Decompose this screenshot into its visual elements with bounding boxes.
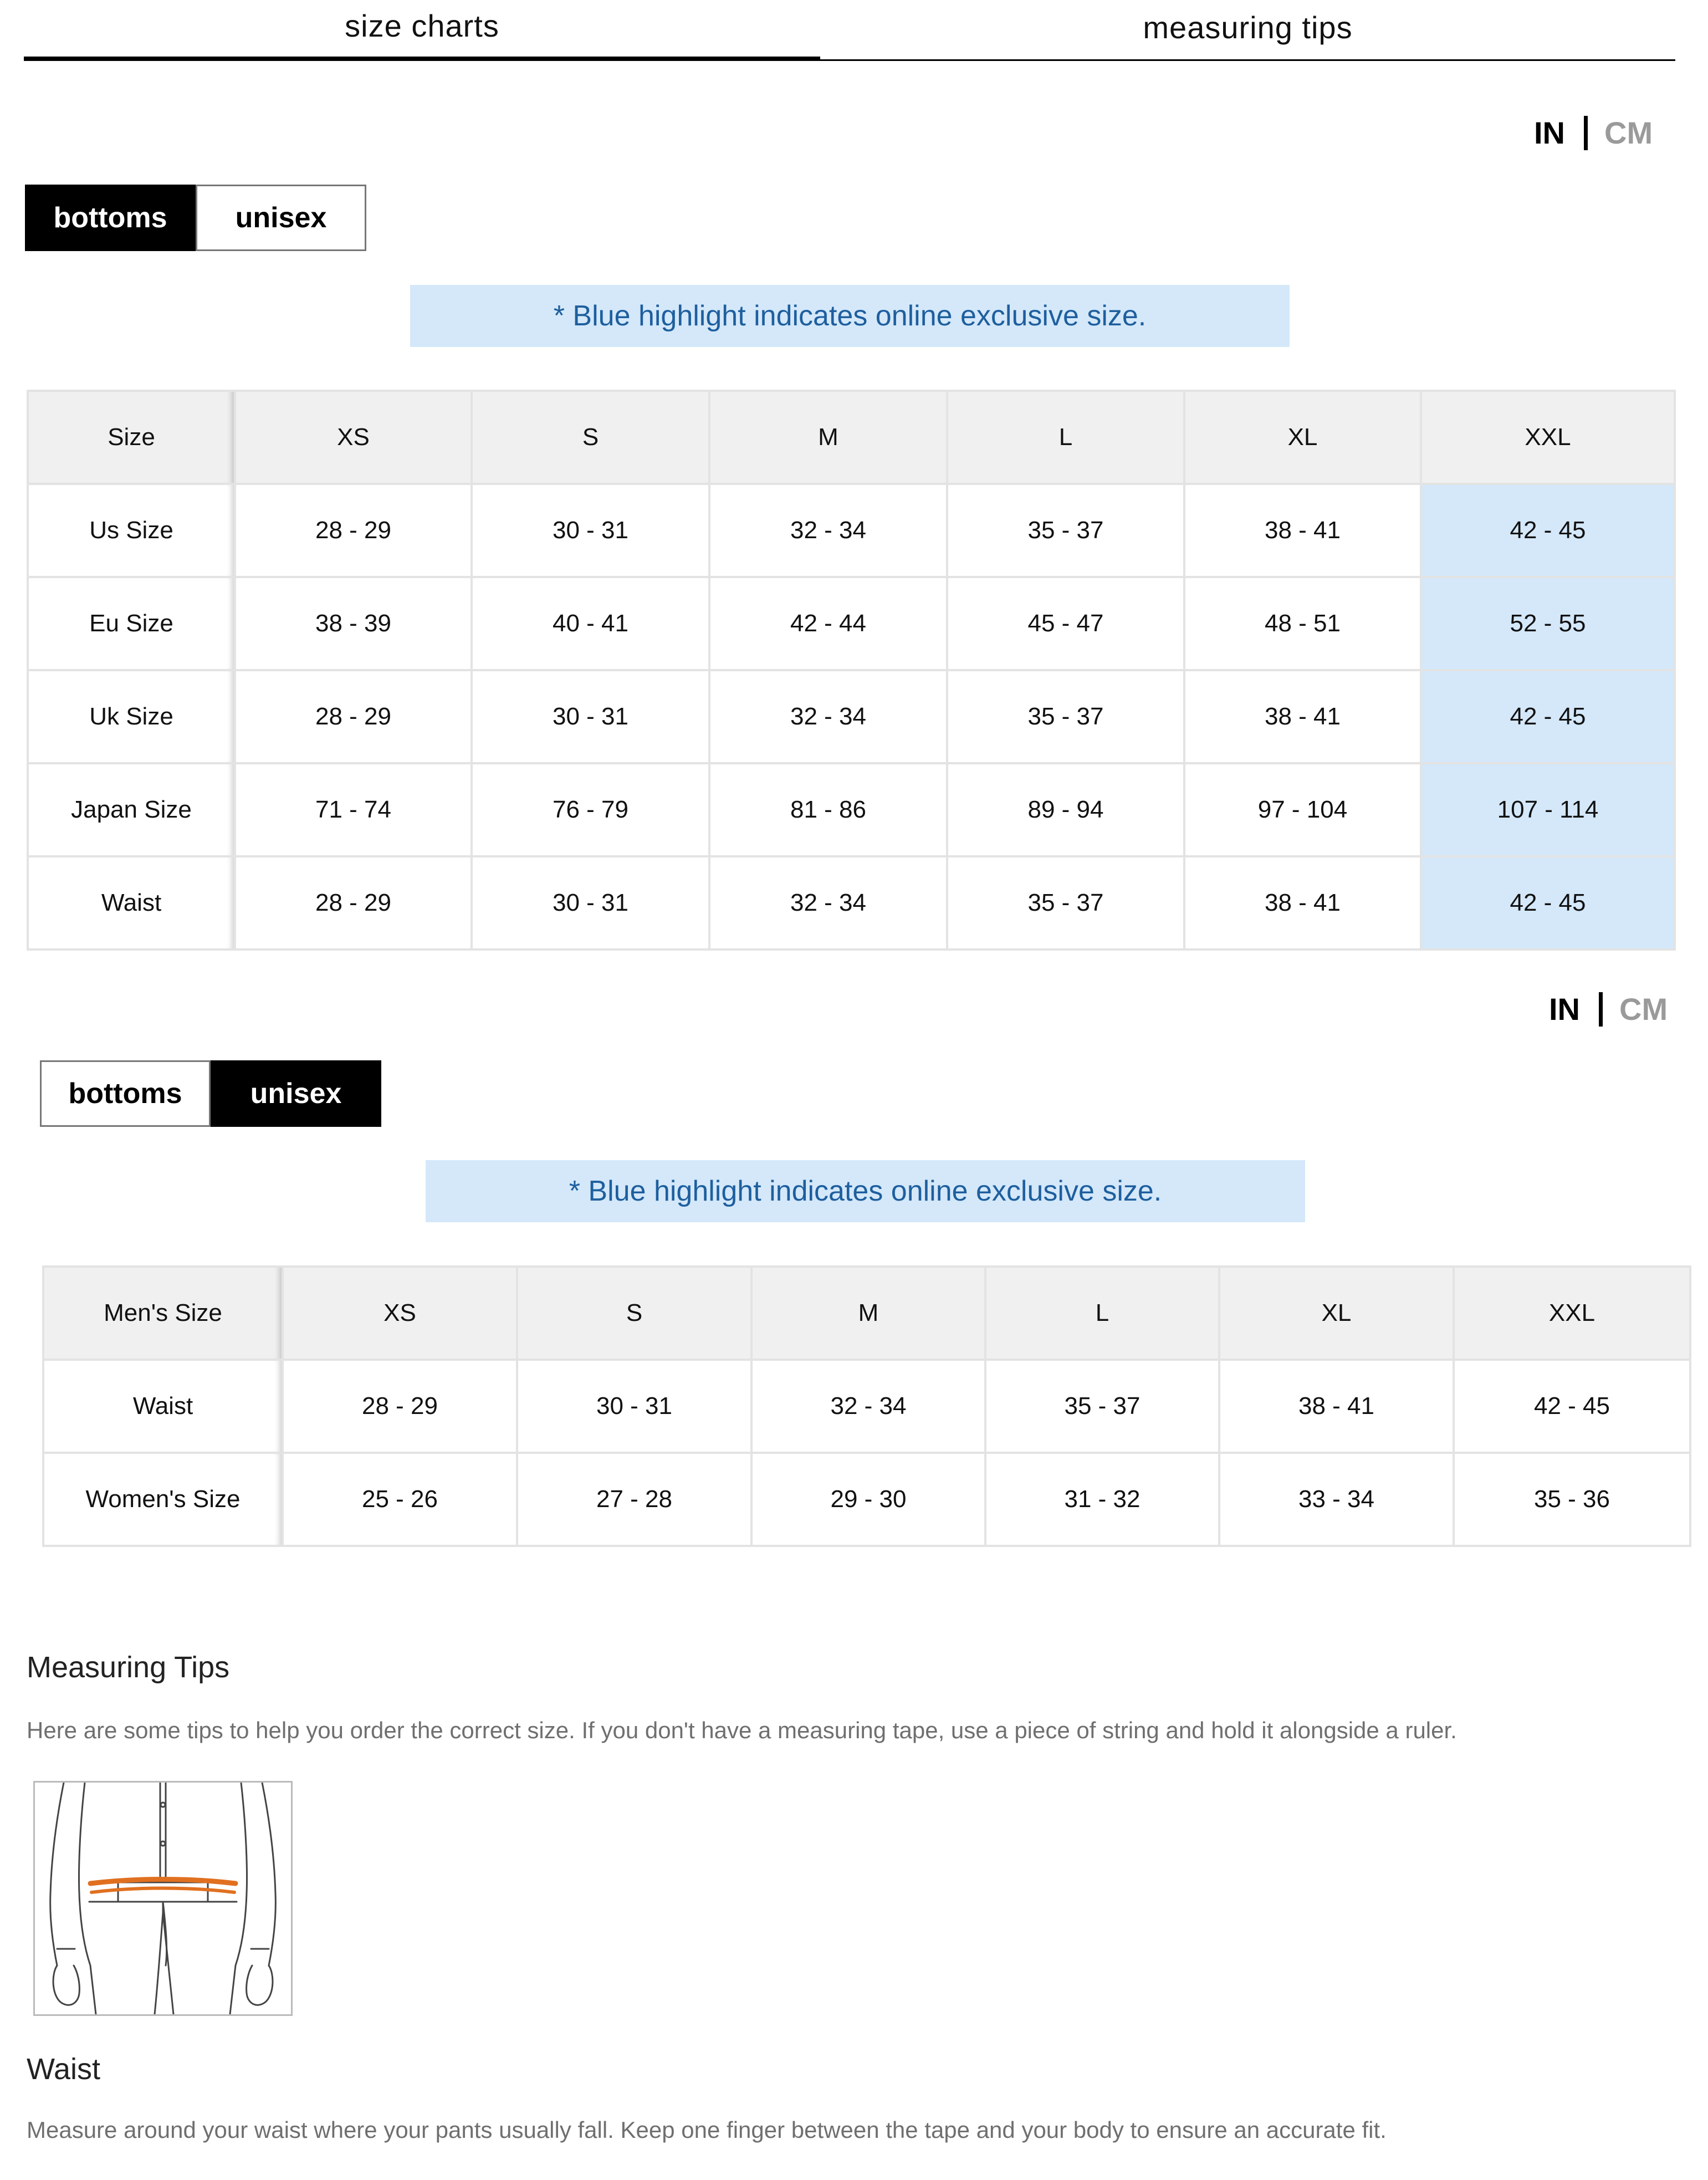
unit-toggle <box>1534 115 1653 151</box>
size-header-cell: M <box>751 1267 985 1360</box>
size-header-cell: XL <box>1219 1267 1454 1360</box>
bottoms-size-table <box>27 390 1676 951</box>
waist-measure-illustration <box>33 1781 293 2016</box>
row-label-cell: Uk Size <box>28 670 235 763</box>
unit-cm-button[interactable]: CM <box>1604 115 1653 150</box>
size-value-cell: 40 - 41 <box>472 577 709 670</box>
table-row <box>43 1453 1690 1546</box>
size-value-cell: 32 - 34 <box>709 670 947 763</box>
exclusive-size-note-2: * Blue highlight indicates online exclusive size. <box>426 1160 1305 1222</box>
row-label-header: Men's Size <box>43 1267 283 1360</box>
table-row <box>28 577 1675 670</box>
measuring-tips-heading: Measuring Tips <box>27 1651 230 1684</box>
row-label-cell: Women's Size <box>43 1453 283 1546</box>
size-value-cell: 38 - 41 <box>1219 1360 1454 1453</box>
unisex-size-table <box>42 1265 1691 1547</box>
size-value-cell: 42 - 45 <box>1421 484 1675 577</box>
size-value-cell: 28 - 29 <box>235 484 472 577</box>
segment-unisex[interactable]: unisex <box>211 1060 381 1127</box>
exclusive-size-note: * Blue highlight indicates online exclusive size. <box>410 285 1290 347</box>
size-value-cell: 48 - 51 <box>1184 577 1421 670</box>
row-label-cell: Waist <box>28 856 235 949</box>
size-header-cell: XXL <box>1454 1267 1690 1360</box>
size-value-cell: 45 - 47 <box>947 577 1184 670</box>
tab-measuring-tips[interactable]: measuring tips <box>820 0 1675 61</box>
row-label-cell: Japan Size <box>28 763 235 856</box>
size-value-cell: 32 - 34 <box>709 484 947 577</box>
size-value-cell: 42 - 45 <box>1454 1360 1690 1453</box>
table-header-row <box>43 1267 1690 1360</box>
row-label-cell: Eu Size <box>28 577 235 670</box>
size-value-cell: 28 - 29 <box>283 1360 517 1453</box>
size-value-cell: 81 - 86 <box>709 763 947 856</box>
size-header-cell: L <box>985 1267 1219 1360</box>
size-value-cell: 31 - 32 <box>985 1453 1219 1546</box>
table-row <box>28 763 1675 856</box>
size-value-cell: 42 - 44 <box>709 577 947 670</box>
size-value-cell: 38 - 41 <box>1184 670 1421 763</box>
size-value-cell: 30 - 31 <box>472 856 709 949</box>
size-value-cell: 30 - 31 <box>472 670 709 763</box>
size-header-cell: XS <box>283 1267 517 1360</box>
size-value-cell: 38 - 39 <box>235 577 472 670</box>
table-header-row <box>28 391 1675 484</box>
size-header-cell: S <box>472 391 709 484</box>
row-label-cell: Us Size <box>28 484 235 577</box>
size-value-cell: 38 - 41 <box>1184 484 1421 577</box>
size-value-cell: 89 - 94 <box>947 763 1184 856</box>
size-value-cell: 32 - 34 <box>751 1360 985 1453</box>
row-label-header: Size <box>28 391 235 484</box>
size-header-cell: L <box>947 391 1184 484</box>
category-segment <box>25 185 366 251</box>
size-value-cell: 42 - 45 <box>1421 670 1675 763</box>
table-row <box>28 856 1675 949</box>
size-value-cell: 30 - 31 <box>472 484 709 577</box>
unit-in-button[interactable]: IN <box>1534 115 1565 150</box>
size-value-cell: 42 - 45 <box>1421 856 1675 949</box>
table-row <box>43 1360 1690 1453</box>
segment-bottoms[interactable]: bottoms <box>25 185 196 251</box>
size-value-cell: 35 - 37 <box>985 1360 1219 1453</box>
size-value-cell: 28 - 29 <box>235 856 472 949</box>
size-value-cell: 52 - 55 <box>1421 577 1675 670</box>
size-value-cell: 27 - 28 <box>517 1453 751 1546</box>
size-header-cell: XL <box>1184 391 1421 484</box>
size-value-cell: 28 - 29 <box>235 670 472 763</box>
size-header-cell: XS <box>235 391 472 484</box>
size-header-cell: XXL <box>1421 391 1675 484</box>
row-label-cell: Waist <box>43 1360 283 1453</box>
size-value-cell: 35 - 36 <box>1454 1453 1690 1546</box>
unit-divider <box>1599 992 1603 1027</box>
size-value-cell: 32 - 34 <box>709 856 947 949</box>
unit-toggle-2 <box>1549 991 1668 1027</box>
segment-bottoms[interactable]: bottoms <box>40 1060 211 1127</box>
table-row <box>28 484 1675 577</box>
size-value-cell: 25 - 26 <box>283 1453 517 1546</box>
size-value-cell: 35 - 37 <box>947 856 1184 949</box>
size-value-cell: 107 - 114 <box>1421 763 1675 856</box>
size-value-cell: 33 - 34 <box>1219 1453 1454 1546</box>
unit-divider <box>1584 116 1588 150</box>
size-value-cell: 38 - 41 <box>1184 856 1421 949</box>
waist-heading: Waist <box>27 2053 100 2086</box>
size-value-cell: 71 - 74 <box>235 763 472 856</box>
size-header-cell: M <box>709 391 947 484</box>
category-segment-2 <box>40 1060 381 1127</box>
unit-cm-button[interactable]: CM <box>1619 992 1668 1027</box>
segment-unisex[interactable]: unisex <box>196 185 366 251</box>
measuring-tips-intro: Here are some tips to help you order the correct size. If you don't have a measuring tape, use a piece of string and hold it alongside a ruler. <box>27 1717 1457 1743</box>
size-value-cell: 29 - 30 <box>751 1453 985 1546</box>
waist-instructions: Measure around your waist where your pants usually fall. Keep one finger between the tape and your body to ensure an accurate fit. <box>27 2117 1387 2143</box>
unit-in-button[interactable]: IN <box>1549 992 1580 1027</box>
size-value-cell: 30 - 31 <box>517 1360 751 1453</box>
size-value-cell: 35 - 37 <box>947 484 1184 577</box>
tab-size-charts[interactable]: size charts <box>24 0 820 61</box>
size-value-cell: 76 - 79 <box>472 763 709 856</box>
size-value-cell: 97 - 104 <box>1184 763 1421 856</box>
tab-bar <box>24 0 1675 61</box>
table-row <box>28 670 1675 763</box>
figure-icon <box>35 1783 291 2014</box>
size-header-cell: S <box>517 1267 751 1360</box>
size-value-cell: 35 - 37 <box>947 670 1184 763</box>
